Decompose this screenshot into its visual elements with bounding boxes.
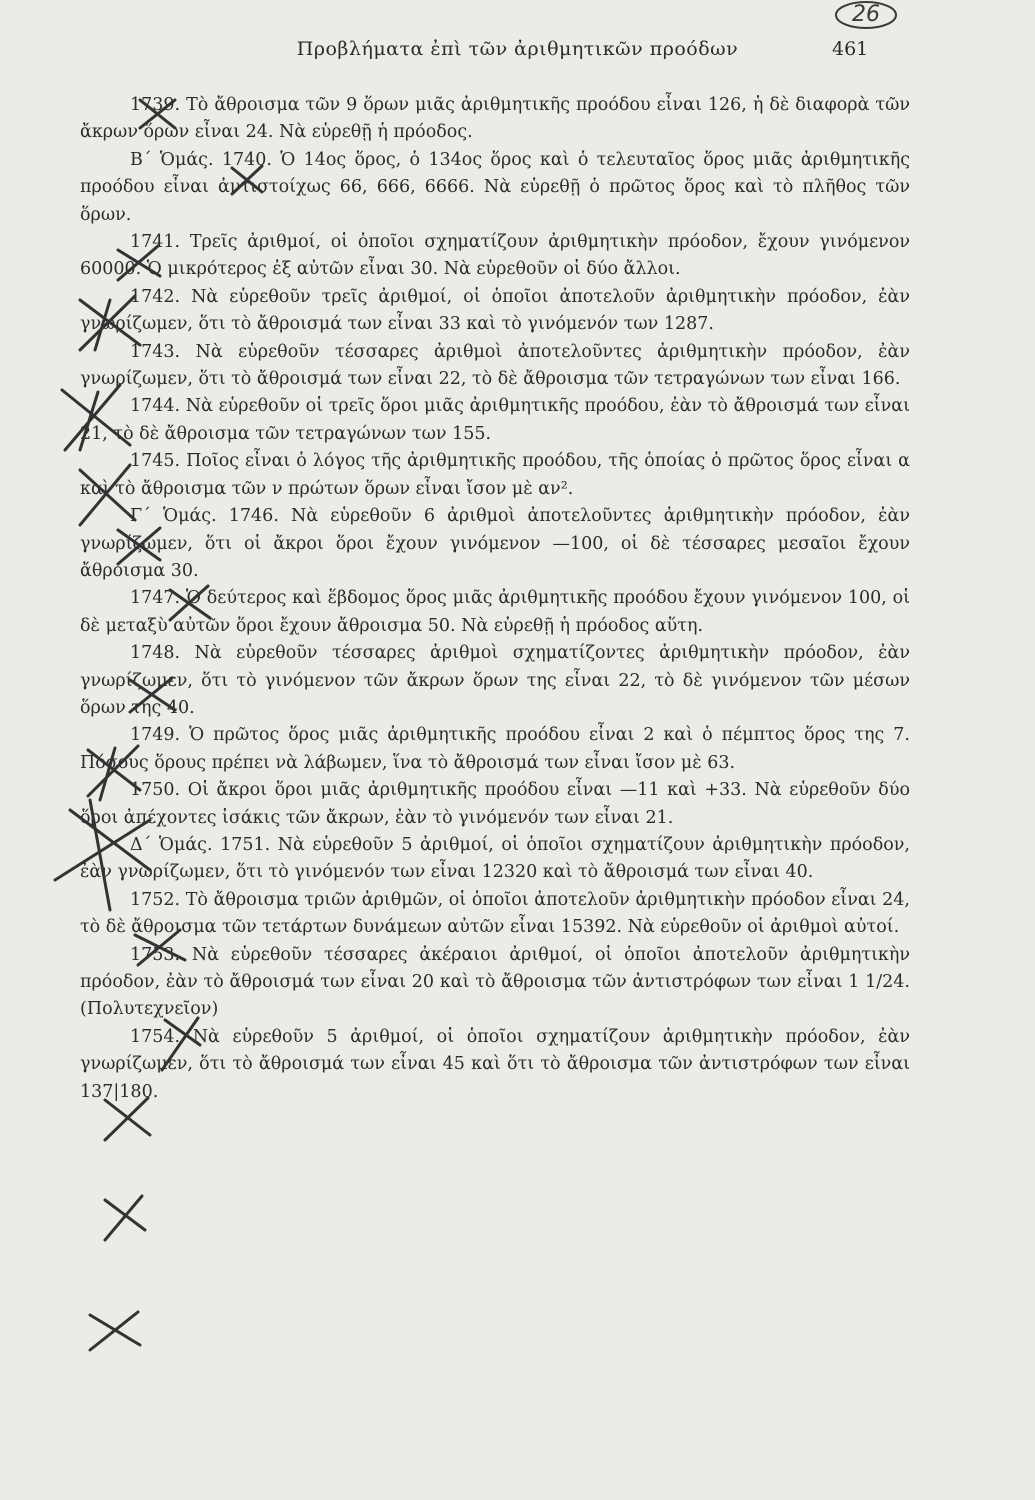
- problem-1739: 1739. Τὸ ἄθροισμα τῶν 9 ὅρων μιᾶς ἀριθμητικῆς προόδου εἶναι 126, ἡ δὲ διαφορὰ τῶν ἄκρων ὅρων εἶναι 24. Νὰ εὑρεθῇ ἡ πρόοδος.: [80, 95, 910, 143]
- handwritten-stamp: [833, 0, 899, 30]
- problem-1750: 1750. Οἱ ἄκροι ὅροι μιᾶς ἀριθμητικῆς προόδου εἶναι —11 καὶ +33. Νὰ εὑρεθοῦν δύο ὅροι ἀπέχοντες ἰσάκις τῶν ἄκρων, ἐὰν τὸ γινόμενόν των εἶναι 21.: [80, 780, 910, 828]
- problem-1748: 1748. Νὰ εὑρεθοῦν τέσσαρες ἀριθμοὶ σχηματίζοντες ἀριθμητικὴν πρόοδον, ἐὰν γνωρίζωμεν, ὅτι τὸ γινόμενον τῶν ἄκρων ὅρων της εἶναι 22, τὸ δὲ γινόμενον τῶν μέσων ὅρων της 40.: [80, 643, 910, 718]
- stamp-text: 26: [852, 2, 880, 27]
- problem-1753: 1753. Νὰ εὑρεθοῦν τέσσαρες ἀκέραιοι ἀριθμοί, οἱ ὁποῖοι ἀποτελοῦν ἀριθμητικὴν πρόοδον, ἐὰν τὸ ἄθροισμά των εἶναι 20 καὶ τὸ ἄθροισμα τῶν ἀντιστρόφων των εἶναι 1 1/24. (Πολυτεχνεῖον): [80, 944, 910, 1020]
- problem-1744: 1744. Νὰ εὑρεθοῦν οἱ τρεῖς ὅροι μιᾶς ἀριθμητικῆς προόδου, ἐὰν τὸ ἄθροισμά των εἶναι 21, τὸ δὲ ἄθροισμα τῶν τετραγώνων των 155.: [80, 396, 910, 444]
- problem-1742: 1742. Νὰ εὑρεθοῦν τρεῖς ἀριθμοί, οἱ ὁποῖοι ἀποτελοῦν ἀριθμητικὴν πρόοδον, ἐὰν γνωρίζωμεν, ὅτι τὸ ἄθροισμά των εἶναι 33 καὶ τὸ γινόμενόν των 1287.: [80, 286, 910, 335]
- cross-mark-1753-icon: [105, 1196, 145, 1240]
- page-header-title: Προβλήματα ἐπὶ τῶν ἀριθμητικῶν προόδων: [296, 38, 739, 60]
- problem-1741: 1741. Τρεῖς ἀριθμοί, οἱ ὁποῖοι σχηματίζουν ἀριθμητικὴν πρόοδον, ἔχουν γινόμενον 60000. Ὁ μικρότερος ἐξ αὐτῶν εἶναι 30. Νὰ εὑρεθοῦν οἱ δύο ἄλλοι.: [80, 232, 910, 280]
- problem-1754: 1754. Νὰ εὑρεθοῦν 5 ἀριθμοί, οἱ ὁποῖοι σχηματίζουν ἀριθμητικὴν πρόοδον, ἐὰν γνωρίζωμεν, ὅτι τὸ ἄθροισμά των εἶναι 45 καὶ ὅτι τὸ ἄθροισμα τῶν ἀντιστρόφων των εἶναι 137|180.: [80, 1026, 910, 1102]
- problem-list: [80, 92, 910, 1106]
- problem-1743: 1743. Νὰ εὑρεθοῦν τέσσαρες ἀριθμοὶ ἀποτελοῦντες ἀριθμητικὴν πρόοδον, ἐὰν γνωρίζωμεν, ὅτι τὸ ἄθροισμά των εἶναι 22, τὸ δὲ ἄθροισμα τῶν τετραγώνων των εἶναι 166.: [80, 341, 910, 390]
- problem-1751: Δ΄ Ὁμάς. 1751. Νὰ εὑρεθοῦν 5 ἀριθμοί, οἱ ὁποῖοι σχηματίζουν ἀριθμητικὴν πρόοδον, ἐὰν γνωρίζωμεν, ὅτι τὸ γινόμενόν των εἶναι 12320 καὶ τὸ ἄθροισμά των εἶναι 40.: [80, 834, 910, 883]
- problem-1740: Β΄ Ὁμάς. 1740. Ὁ 14ος ὅρος, ὁ 134ος ὅρος καὶ ὁ τελευταῖος ὅρος μιᾶς ἀριθμητικῆς προόδου εἶναι ἀντιστοίχως 66, 666, 6666. Νὰ εὑρεθῇ ὁ πρῶτος ὅρος καὶ τὸ πλῆθος τῶν ὅρων.: [80, 149, 910, 225]
- problem-1745: 1745. Ποῖος εἶναι ὁ λόγος τῆς ἀριθμητικῆς προόδου, τῆς ὁποίας ὁ πρῶτος ὅρος εἶναι α καὶ τὸ ἄθροισμα τῶν ν πρώτων ὅρων εἶναι ἴσον μὲ αν².: [80, 451, 910, 499]
- problem-1746: Γ΄ Ὁμάς. 1746. Νὰ εὑρεθοῦν 6 ἀριθμοὶ ἀποτελοῦντες ἀριθμητικὴν πρόοδον, ἐὰν γνωρίζωμεν, ὅτι οἱ ἄκροι ὅροι ἔχουν γινόμενον —100, οἱ δὲ τέσσαρες μεσαῖοι ἔχουν ἄθροισμα 30.: [80, 506, 910, 581]
- problem-1747: 1747. Ὁ δεύτερος καὶ ἕβδομος ὅρος μιᾶς ἀριθμητικῆς προόδου ἔχουν γινόμενον 100, οἱ δὲ μεταξὺ αὐτῶν ὅροι ἔχουν ἄθροισμα 50. Νὰ εὑρεθῇ ἡ πρόοδος αὕτη.: [80, 588, 910, 636]
- page-number: 461: [832, 38, 869, 60]
- cross-mark-1754-icon: [90, 1312, 140, 1350]
- problem-1752: 1752. Τὸ ἄθροισμα τριῶν ἀριθμῶν, οἱ ὁποῖοι ἀποτελοῦν ἀριθμητικὴν πρόοδον εἶναι 24, τὸ δὲ ἄθροισμα τῶν τετάρτων δυνάμεων αὐτῶν εἶναι 15392. Νὰ εὑρεθοῦν οἱ ἀριθμοὶ αὐτοί.: [80, 889, 910, 938]
- problem-1749: 1749. Ὁ πρῶτος ὅρος μιᾶς ἀριθμητικῆς προόδου εἶναι 2 καὶ ὁ πέμπτος ὅρος της 7. Πόσους ὅρους πρέπει νὰ λάβωμεν, ἵνα τὸ ἄθροισμά των εἶναι ἴσον μὲ 63.: [80, 725, 910, 773]
